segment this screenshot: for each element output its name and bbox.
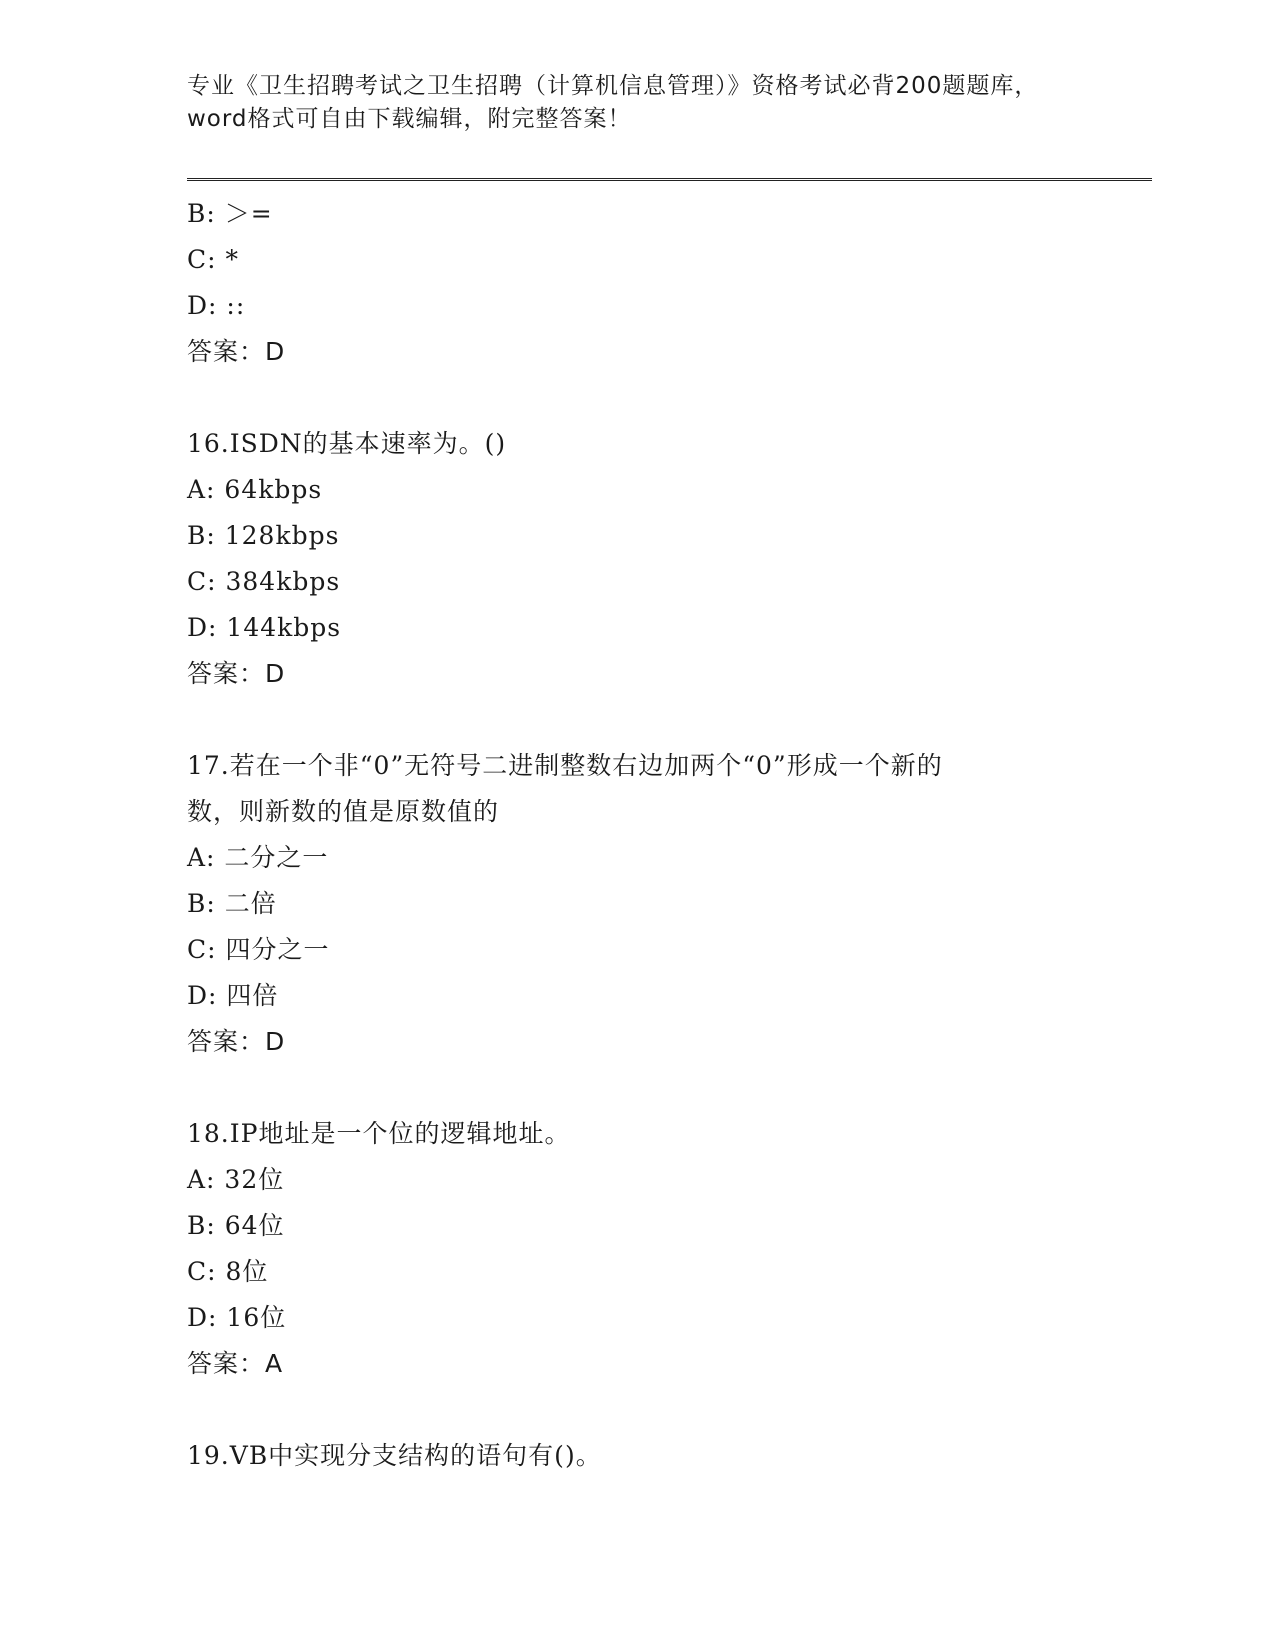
option-b: B: 128kbps (187, 521, 340, 550)
spacer (187, 375, 1087, 421)
question-stem: 19.VB中实现分支结构的语句有()。 (187, 1441, 602, 1470)
option-c: C: 8位 (187, 1257, 269, 1286)
question-19 (187, 1433, 1087, 1479)
question-stem: 18.IP地址是一个位的逻辑地址。 (187, 1119, 571, 1148)
header-line-1: 专业《卫生招聘考试之卫生招聘（计算机信息管理）》资格考试必背200题题库， (187, 73, 1039, 99)
option-b: B: 64位 (187, 1211, 285, 1240)
page-header (187, 70, 1087, 136)
option-a: A: 32位 (187, 1165, 285, 1194)
spacer (187, 697, 1087, 743)
spacer (187, 1387, 1087, 1433)
question-stem-line-1: 17.若在一个非“0”无符号二进制整数右边加两个“0”形成一个新的 (187, 751, 943, 780)
question-stem-line-2: 数，则新数的值是原数值的 (187, 797, 500, 826)
answer: 答案：D (187, 659, 286, 688)
option-b: B: ＞= (187, 199, 273, 228)
option-c: C: 四分之一 (187, 935, 330, 964)
answer: 答案：A (187, 1349, 284, 1378)
option-c: C: 384kbps (187, 567, 341, 596)
option-d: D: 144kbps (187, 613, 342, 642)
option-c: C: * (187, 245, 239, 274)
spacer (187, 1065, 1087, 1111)
header-line-2: word格式可自由下载编辑，附完整答案！ (187, 106, 632, 132)
question-list (187, 191, 1087, 1479)
option-d: D: :: (187, 291, 246, 320)
question-16 (187, 421, 1087, 697)
question-18 (187, 1111, 1087, 1387)
question-15-tail (187, 191, 1087, 375)
option-a: A: 64kbps (187, 475, 323, 504)
answer: 答案：D (187, 337, 286, 366)
option-b: B: 二倍 (187, 889, 277, 918)
question-stem: 16.ISDN的基本速率为。() (187, 429, 507, 458)
option-d: D: 16位 (187, 1303, 287, 1332)
option-a: A: 二分之一 (187, 843, 329, 872)
option-d: D: 四倍 (187, 981, 279, 1010)
answer: 答案：D (187, 1027, 286, 1056)
header-divider (187, 178, 1152, 181)
question-17 (187, 743, 1087, 1065)
